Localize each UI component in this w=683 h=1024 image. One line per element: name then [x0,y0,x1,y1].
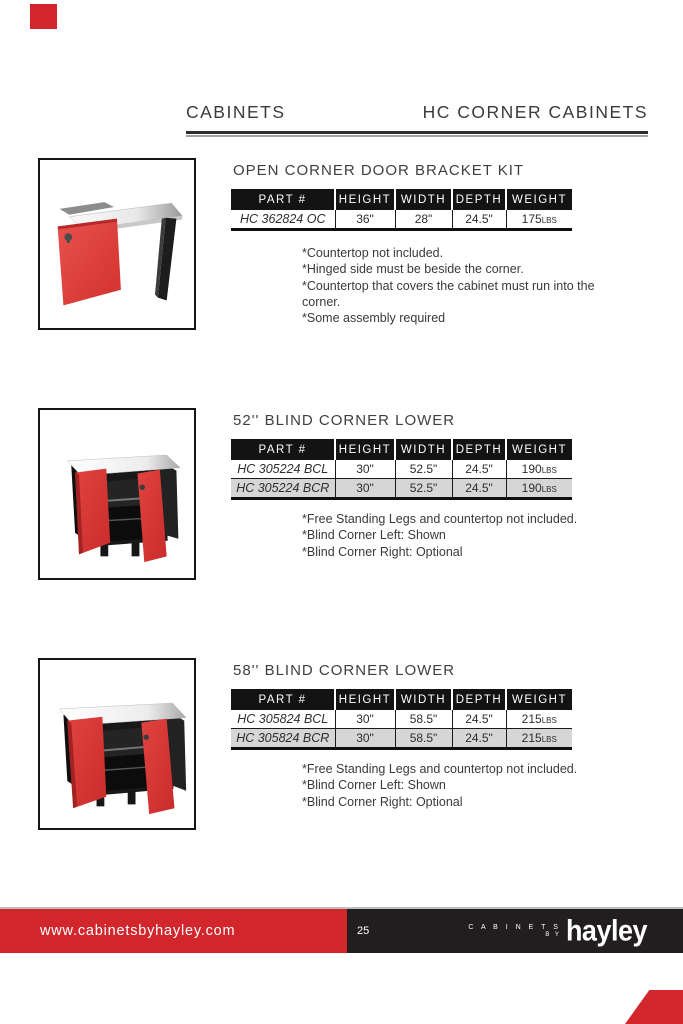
note-line: *Countertop that covers the cabinet must run into the corner. [302,278,595,309]
blind-corner-cabinet-illustration [42,412,192,576]
note-line: *Some assembly required [302,311,446,325]
part-number: HC 305224 BCR [231,479,335,499]
logo-name-text: hayley [565,914,647,947]
width-value: 52.5" [395,479,452,499]
note-line: *Blind Corner Left: Shown [302,528,446,543]
website-link[interactable]: www.cabinetsbyhayley.com [40,923,236,939]
weight-value: 215LBS [506,710,572,729]
note-line: *Free Standing Legs and countertop not included. [302,762,578,776]
depth-value: 24.5" [452,210,506,230]
corner-accent-top-left [30,4,57,29]
part-number: HC 305224 BCL [237,462,329,476]
hayley-logo [468,914,647,947]
weight-value: 190LBS [506,460,572,479]
section-58-blind-corner-lower [0,658,683,908]
col-height: HEIGHT [335,189,395,210]
note-line: *Hinged side must be beside the corner. [302,262,524,277]
col-part: PART # [231,439,335,460]
height-value: 30" [335,710,395,729]
footer-brand-bar [347,909,683,953]
logo-cabinets-text: C A B I N E T S [468,924,561,931]
col-depth: DEPTH [452,689,506,710]
weight-unit: LBS [541,466,557,475]
weight-value: 175LBS [506,210,572,230]
col-depth: DEPTH [452,439,506,460]
weight-unit: LBS [541,735,557,744]
product-notes [302,761,606,810]
table-row [231,460,572,479]
note-line: *Blind Corner Right: Optional [302,794,463,809]
table-row [231,210,572,230]
section-title: 58'' BLIND CORNER LOWER [233,662,456,679]
weight-unit: LBS [541,216,557,225]
width-value: 58.5" [395,710,452,729]
section-open-corner-bracket-kit [0,158,683,408]
part-number: HC 305824 BCR [231,729,335,749]
table-row [231,479,572,499]
col-weight: WEIGHT [506,189,572,210]
depth-value: 24.5" [452,729,506,749]
logo-by-text: B Y [545,932,561,938]
page-number: 25 [357,925,370,937]
spec-table [231,689,572,750]
open-corner-desk-illustration [42,162,192,326]
header-category: CABINETS [186,102,286,122]
depth-value: 24.5" [452,710,506,729]
table-row [231,710,572,729]
height-value: 30" [335,729,395,749]
product-notes [302,245,606,326]
height-value: 30" [335,460,395,479]
spec-table [231,439,572,500]
col-width: WIDTH [395,189,452,210]
note-line: *Blind Corner Left: Shown [302,778,446,793]
header-rule-thick [186,131,648,134]
footer [0,909,683,953]
col-part: PART # [231,189,335,210]
table-header-row [231,689,572,710]
weight-value: 190LBS [506,479,572,499]
height-value: 36" [335,210,395,230]
spec-table [231,189,572,231]
col-weight: WEIGHT [506,439,572,460]
section-title: OPEN CORNER DOOR BRACKET KIT [233,162,525,179]
col-depth: DEPTH [452,189,506,210]
col-height: HEIGHT [335,689,395,710]
product-image-frame [38,158,196,330]
col-width: WIDTH [395,689,452,710]
col-weight: WEIGHT [506,689,572,710]
footer-website-bar [0,909,347,953]
width-value: 52.5" [395,460,452,479]
section-title: 52'' BLIND CORNER LOWER [233,412,456,429]
table-header-row [231,189,572,210]
height-value: 30" [335,479,395,499]
product-image-frame [38,408,196,580]
page-header [186,102,648,137]
note-line: *Blind Corner Right: Optional [302,544,463,559]
width-value: 58.5" [395,729,452,749]
blind-corner-cabinet-illustration [42,662,192,826]
header-rule-thin [186,135,648,137]
part-number: HC 305824 BCL [237,712,329,726]
table-row [231,729,572,749]
section-52-blind-corner-lower [0,408,683,658]
weight-unit: LBS [541,716,557,725]
page-title: HC CORNER CABINETS [422,102,648,122]
width-value: 28" [395,210,452,230]
weight-unit: LBS [541,485,557,494]
depth-value: 24.5" [452,479,506,499]
corner-accent-bottom-right [625,990,683,1024]
product-notes [302,511,606,560]
col-width: WIDTH [395,439,452,460]
weight-value: 215LBS [506,729,572,749]
table-header-row [231,439,572,460]
depth-value: 24.5" [452,460,506,479]
col-height: HEIGHT [335,439,395,460]
col-part: PART # [231,689,335,710]
product-image-frame [38,658,196,830]
note-line: *Countertop not included. [302,246,444,260]
note-line: *Free Standing Legs and countertop not included. [302,512,578,526]
part-number: HC 362824 OC [231,210,335,230]
